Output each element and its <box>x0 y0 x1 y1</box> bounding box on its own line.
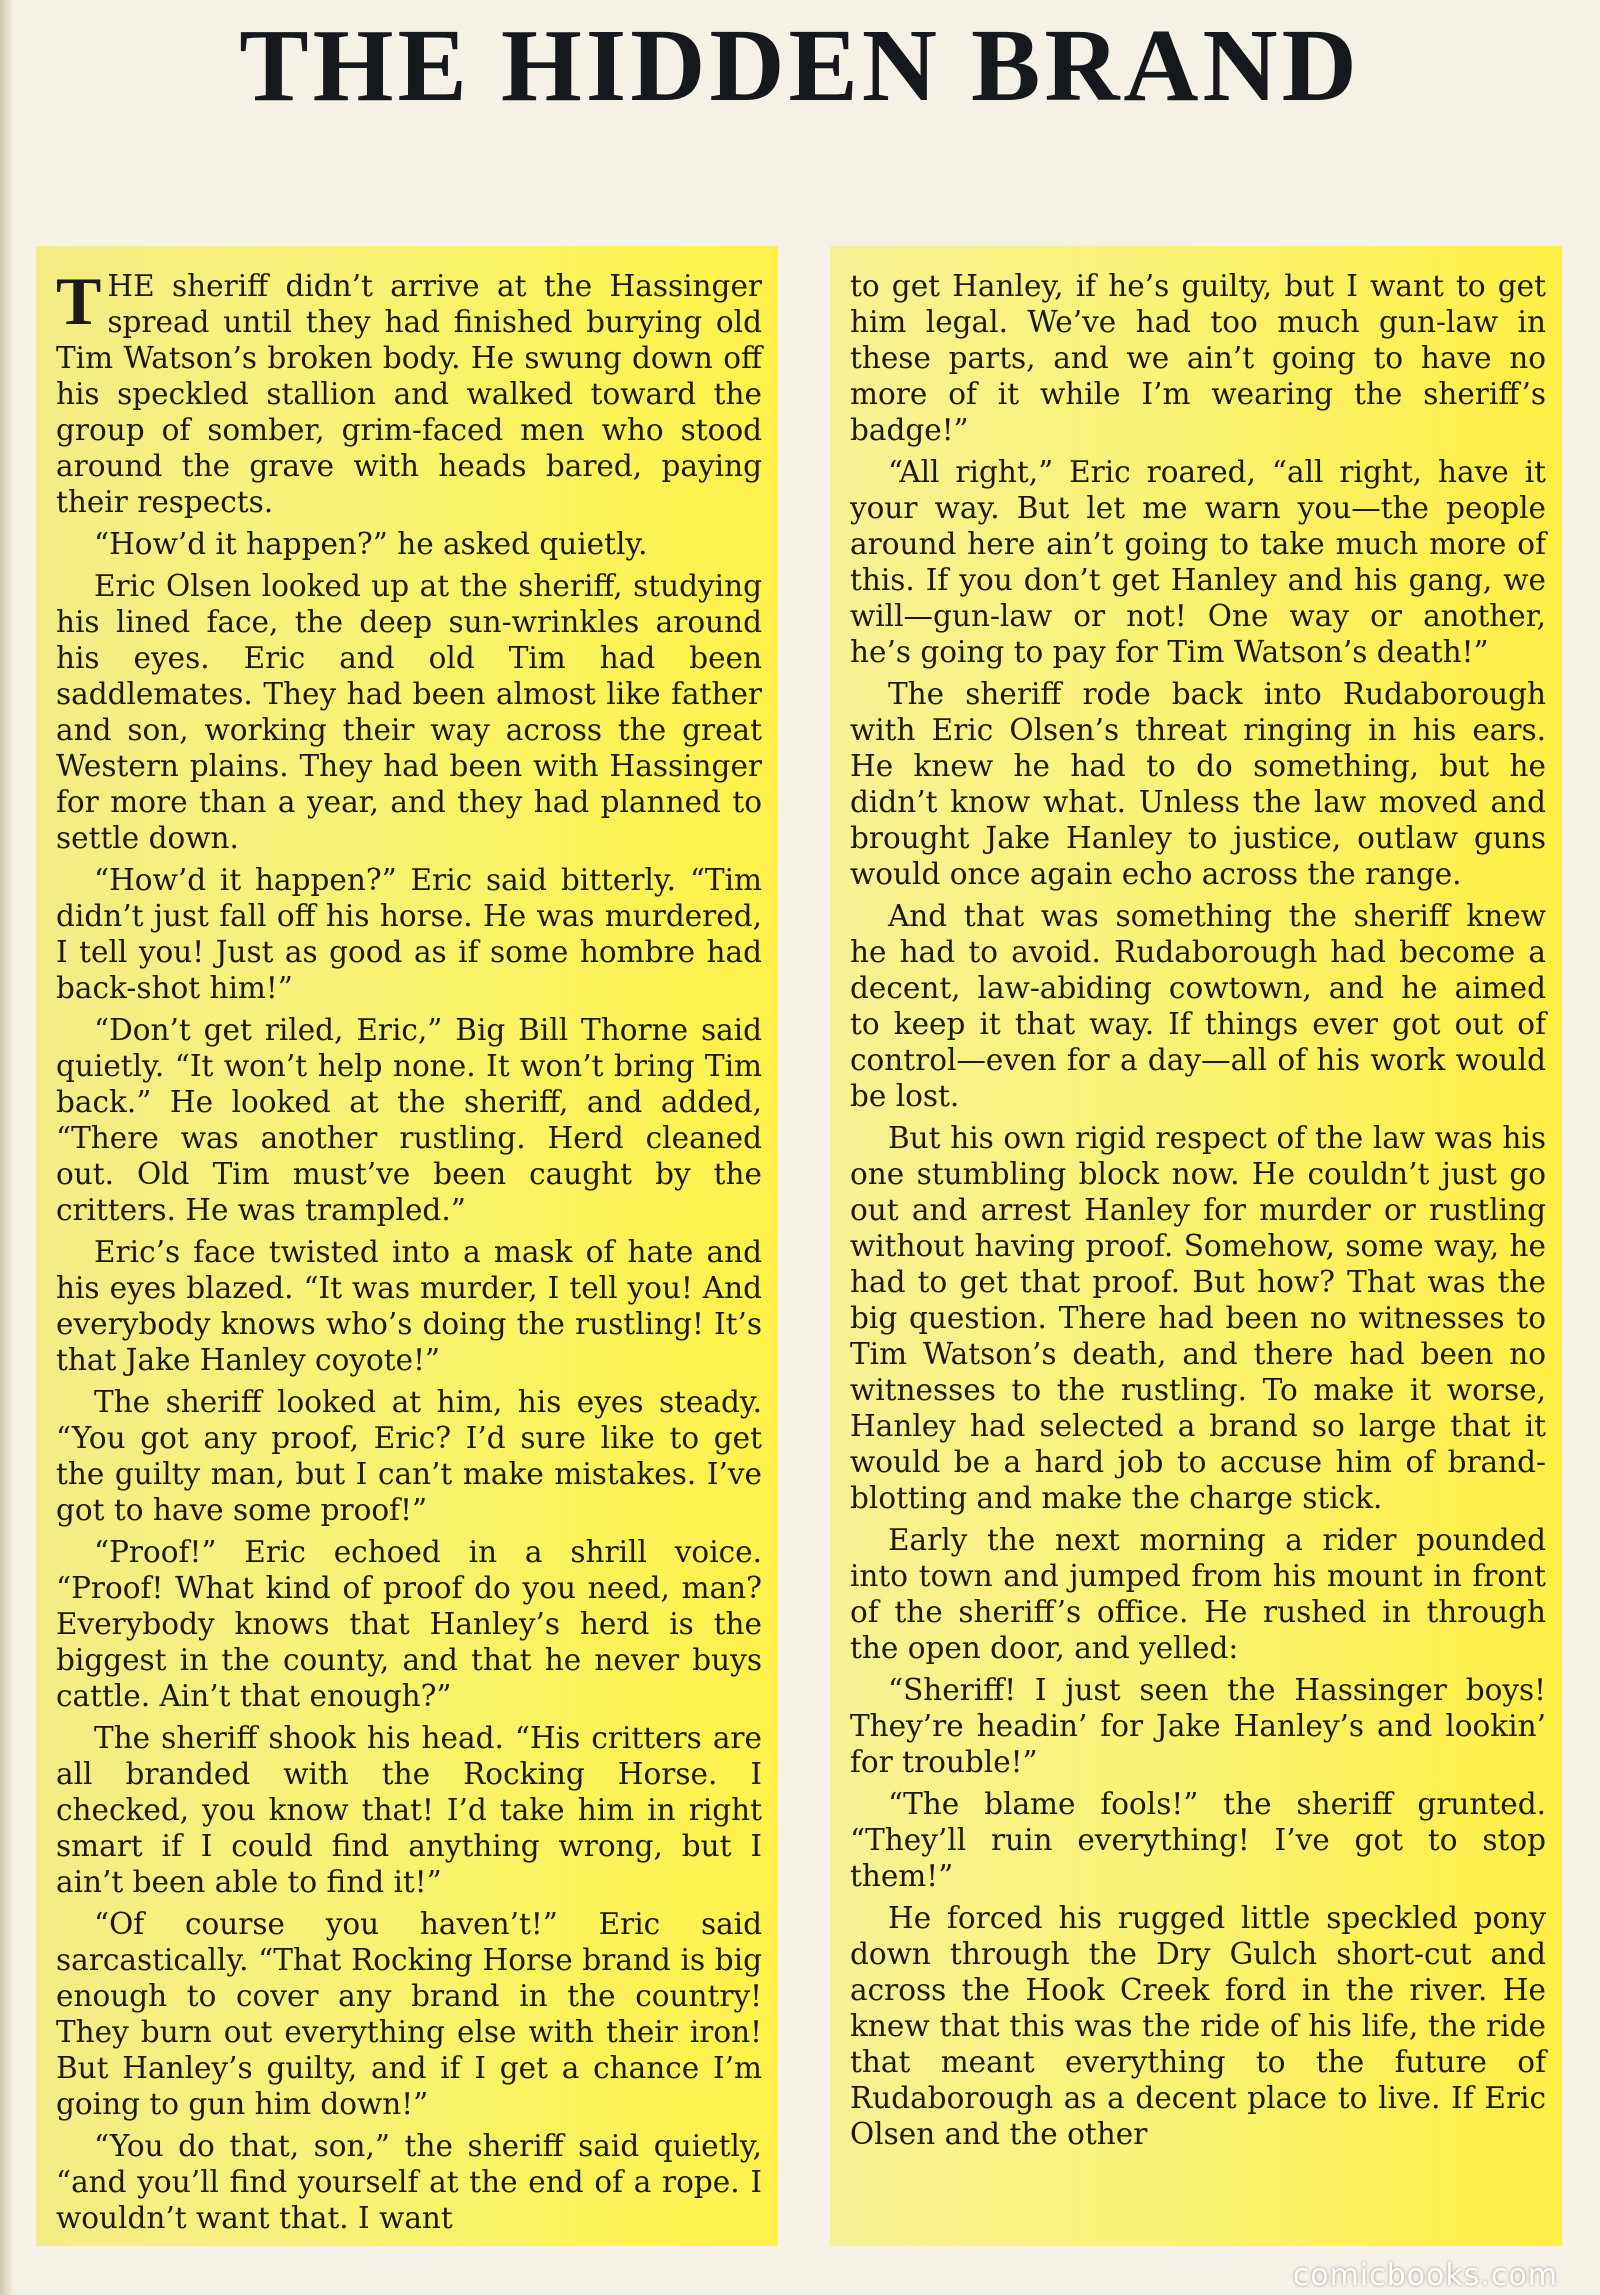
paragraph: “How’d it happen?” he asked quietly. <box>94 527 648 561</box>
opening-paragraph <box>56 263 762 520</box>
continued-paragraph: to get Hanley, if he’s guilty, but I want to get him legal. We’ve had too much gun-law in these parts, and we ain’t going to have no more of it while I’m wearing the sheriff’s badge!” <box>850 269 1546 447</box>
paragraph: The sheriff rode back into Rudaborough with Eric Olsen’s threat ringing in his ears. He knew he had to do something, but he didn’t know what. Unless the law moved and brought Jake Hanley to justice, outlaw guns would once again echo across the range. <box>850 677 1546 891</box>
paragraph: “All right,” Eric roared, “all right, have it your way. But let me warn you—the people around here ain’t going to take much more of this. If you don’t get Hanley and his gang, we will—gun-law or not! One way or another, he’s going to pay for Tim Watson’s death!” <box>850 455 1546 669</box>
watermark-credit: comicbooks.com <box>1292 2258 1558 2293</box>
left-text-column <box>36 246 778 2246</box>
right-text-column <box>830 246 1562 2246</box>
paragraph: Eric’s face twisted into a mask of hate and his eyes blazed. “It was murder, I tell you! And everybody knows who’s doing the rustling! It’s that Jake Hanley coyote!” <box>56 1235 762 1377</box>
paragraph: “You do that, son,” the sheriff said quietly, “and you’ll find yourself at the end of a rope. I wouldn’t want that. I want <box>56 2129 762 2235</box>
paragraph: And that was something the sheriff knew he had to avoid. Rudaborough had become a decent, law-abiding cowtown, and he aimed to keep it that way. If things ever got out of control—even for a day—all of his work would be lost. <box>850 899 1546 1113</box>
paragraph: He forced his rugged little speckled pony down through the Dry Gulch short-cut and across the Hook Creek ford in the river. He knew that this was the ride of his life, the ride that meant everything to the future of Rudaborough as a decent place to live. If Eric Olsen and the other <box>850 1901 1546 2151</box>
story-title: THE HIDDEN BRAND <box>239 8 1361 123</box>
paragraph: “How’d it happen?” Eric said bitterly. “Tim didn’t just fall off his horse. He was murdered, I tell you! Just as good as if some hombre had back-shot him!” <box>56 863 762 1005</box>
paragraph: Eric Olsen looked up at the sheriff, studying his lined face, the deep sun-wrinkles around his eyes. Eric and old Tim had been saddlemates. They had been almost like father and son, working their way across the great Western plains. They had been with Hassinger for more than a year, and they had planned to settle down. <box>56 569 762 855</box>
paragraph: But his own rigid respect of the law was his one stumbling block now. He couldn’t just go out and arrest Hanley for murder or rustling without having proof. Somehow, some way, he had to get that proof. But how? That was the big question. There had been no witnesses to Tim Watson’s death, and there had been no witnesses to the rustling. To make it worse, Hanley had selected a brand so large that it would be a hard job to accuse him of brand-blotting and make the charge stick. <box>850 1121 1546 1515</box>
paragraph: The sheriff shook his head. “His critters are all branded with the Rocking Horse. I checked, you know that! I’d take him in right smart if I could find anything wrong, but I ain’t been able to find it!” <box>56 1721 762 1899</box>
paragraph: “Sheriff! I just seen the Hassinger boys! They’re headin’ for Jake Hanley’s and lookin’ for trouble!” <box>850 1673 1546 1779</box>
opening-paragraph-text: HE sheriff didn’t arrive at the Hassinger spread until they had finished burying old Tim Watson’s broken body. He swung down off his speckled stallion and walked toward the group of somber, grim-faced men who stood around the grave with heads bared, paying their respects. <box>56 269 762 519</box>
paragraph: “Don’t get riled, Eric,” Big Bill Thorne said quietly. “It won’t help none. It won’t bring Tim back.” He looked at the sheriff, and added, “There was another rustling. Herd cleaned out. Old Tim must’ve been caught by the critters. He was trampled.” <box>56 1013 762 1227</box>
paragraph: “The blame fools!” the sheriff grunted. “They’ll ruin everything! I’ve got to stop them!” <box>850 1787 1546 1893</box>
page-edge-shadow <box>0 0 14 2295</box>
paragraph: Early the next morning a rider pounded into town and jumped from his mount in front of the sheriff’s office. He rushed in through the open door, and yelled: <box>850 1523 1546 1665</box>
paragraph: The sheriff looked at him, his eyes steady. “You got any proof, Eric? I’d sure like to get the guilty man, but I can’t make mistakes. I’ve got to have some proof!” <box>56 1385 762 1527</box>
paragraph: “Of course you haven’t!” Eric said sarcastically. “That Rocking Horse brand is big enough to cover any brand in the country! They burn out everything else with their iron! But Hanley’s guilty, and if I get a chance I’m going to gun him down!” <box>56 1907 762 2121</box>
drop-cap-letter: T <box>56 263 102 339</box>
paragraph: “Proof!” Eric echoed in a shrill voice. “Proof! What kind of proof do you need, man? Everybody knows that Hanley’s herd is the biggest in the county, and that he never buys cattle. Ain’t that enough?” <box>56 1535 762 1713</box>
